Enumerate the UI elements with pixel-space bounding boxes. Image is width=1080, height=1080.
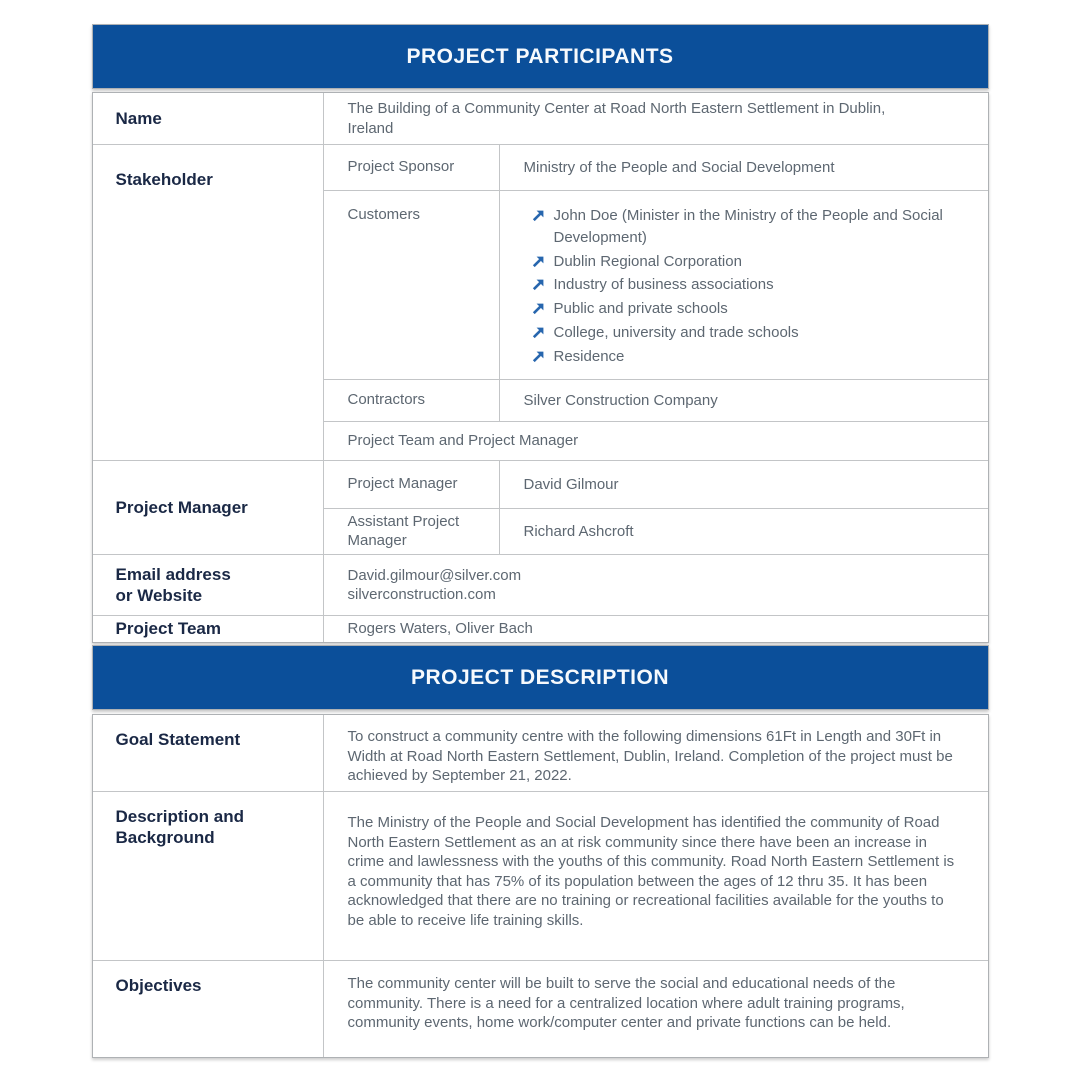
description-header-title: PROJECT DESCRIPTION [410,665,670,689]
team-note-text: Project Team and Project Manager [347,431,579,449]
objectives-row [93,960,988,1057]
team-note-subrow [324,421,988,460]
email-address-text: David.gilmour@silver.com [347,566,522,584]
customer-item-text: Residence [553,347,625,365]
sponsor-label: Project Sponsor [347,158,455,176]
project-team-value: Rogers Waters, Oliver Bach [323,616,988,642]
name-label: Name [115,108,162,128]
apm-value: Richard Ashcroft [499,509,988,554]
list-item [532,322,970,344]
description-table [92,714,989,1058]
stakeholder-subtable [323,145,988,460]
email-label [93,555,323,615]
contractors-subrow [324,379,988,421]
customers-list [500,191,988,369]
arrow-up-right-icon [532,255,545,268]
description-background-value: The Ministry of the People and Social Development has identified the community of Road North Eastern Settlement as an at risk community since there have been an increase in crime and lawlessness with the youths of this community. Road North Eastern Settlement is a community that has 75% of its population between the ages of 12 thru 35. It has been acknowledged that there are no training or recreational facilities available for the youths to be able to receive life training skills. [323,792,988,960]
project-charter [92,24,989,1058]
arrow-up-right-icon [532,278,545,291]
goal-statement-label: Goal Statement [115,730,241,749]
list-item [532,251,970,273]
project-manager-label: Project Manager [115,497,248,517]
goal-statement-row [93,715,988,791]
arrow-up-right-icon [532,209,545,222]
description-header-bar [92,645,989,710]
arrow-up-right-icon [532,350,545,363]
arrow-up-right-icon [532,302,545,315]
apm-label: Assistant Project Manager [347,512,460,549]
participants-table [92,92,989,643]
goal-statement-value: To construct a community centre with the following dimensions 61Ft in Length and 30Ft in Width at Road North Eastern Settlement, Dublin, Ireland. Completion of the project must be achieved by September 21, 2022. [323,715,988,791]
pm-value: David Gilmour [499,461,988,508]
project-team-label: Project Team [115,619,222,639]
email-label-line1: Email address [115,564,231,584]
pm-label: Project Manager [347,475,458,493]
customers-subrow [324,190,988,379]
customer-item-text: Industry of business associations [553,276,774,294]
objectives-value: The community center will be built to serve the social and educational needs of the community. There is a need for a centralized location where adult training programs, community events, home work/computer center and private functions can be held. [323,961,988,1057]
customers-list-cell [499,191,988,379]
contractors-value: Silver Construction Company [499,380,988,421]
arrow-up-right-icon [532,326,545,339]
project-manager-subtable [323,461,988,554]
participants-header-bar [92,24,989,89]
email-label-line2: or Website [115,586,203,605]
name-row [93,93,988,144]
customers-label: Customers [347,206,421,223]
project-team-row [93,615,988,642]
name-value: The Building of a Community Center at Road North Eastern Settlement in Dublin, Ireland [323,93,988,144]
pm-subrow [324,461,988,508]
website-text: silverconstruction.com [347,586,496,603]
customer-item-text: College, university and trade schools [553,323,799,341]
project-manager-row [93,460,988,554]
customer-item-text: Public and private schools [553,300,728,317]
list-item [532,346,970,368]
stakeholder-row [93,144,988,460]
objectives-label: Objectives [115,976,202,995]
email-row [93,554,988,615]
apm-subrow [324,508,988,554]
customer-item-text: Dublin Regional Corporation [553,252,742,270]
description-background-row [93,791,988,960]
customer-item-text: John Doe (Minister in the Ministry of the People and Social Development) [553,207,943,246]
email-value [323,555,988,615]
stakeholder-label: Stakeholder [115,170,213,189]
sponsor-value: Ministry of the People and Social Development [499,145,988,190]
description-background-label: Description and Background [115,807,244,848]
list-item [532,205,970,249]
contractors-label: Contractors [347,391,426,409]
list-item [532,274,970,296]
participants-header-title: PROJECT PARTICIPANTS [406,44,674,68]
list-item [532,298,970,320]
sponsor-subrow [324,145,988,190]
